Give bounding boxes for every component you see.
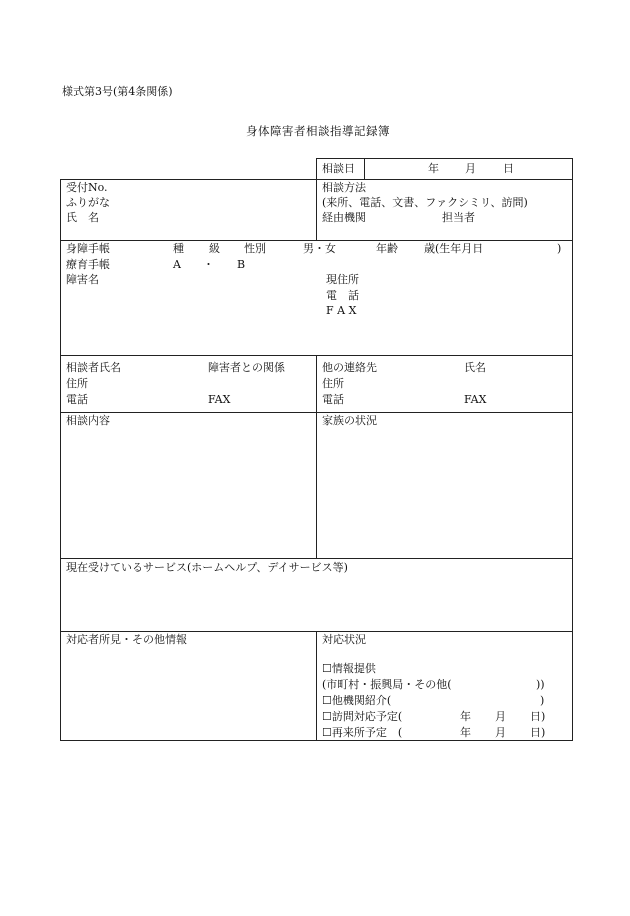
rehab-separator: ・ <box>203 258 214 271</box>
page-title: 身体障害者相談指導記録簿 <box>246 124 390 138</box>
other-contact-fax-label: FAX <box>464 393 487 406</box>
referral-checkbox[interactable]: ☐他機関紹介( <box>322 694 392 707</box>
visit-planned-checkbox[interactable]: ☐訪問対応予定( <box>322 710 403 723</box>
consultation-method-options: (来所、電話、文書、ファクシミリ、訪問) <box>322 196 528 209</box>
revisit-day-label: 日) <box>530 726 546 739</box>
referral-close: ) <box>540 694 545 707</box>
revisit-month-label: 月 <box>495 726 506 739</box>
info-provision-checkbox[interactable]: ☐情報提供 <box>322 662 376 675</box>
sex-label: 性別 <box>244 242 266 255</box>
info-provision-detail: (市町村・振興局・その他( <box>322 678 452 691</box>
staff-label: 担当者 <box>442 211 475 224</box>
furigana-label: ふりがな <box>66 196 110 209</box>
family-situation-label: 家族の状況 <box>322 414 377 427</box>
response-status-label: 対応状況 <box>322 633 366 646</box>
rehab-certificate-label: 療育手帳 <box>66 258 110 271</box>
consultation-method-label: 相談方法 <box>322 181 366 194</box>
other-contact-phone-label: 電話 <box>322 393 344 406</box>
date-year-label: 年 <box>428 162 439 175</box>
birthdate-close-paren: ) <box>557 242 562 255</box>
via-agency-label: 経由機関 <box>322 211 366 224</box>
other-contact-address-label: 住所 <box>322 377 344 390</box>
current-address-label: 現住所 <box>326 273 359 286</box>
reception-number-label: 受付No. <box>66 181 108 194</box>
rehab-grade-a: A <box>173 258 181 271</box>
consultant-name-label: 相談者氏名 <box>66 361 121 374</box>
current-services-label: 現在受けているサービス(ホームヘルプ、デイサービス等) <box>66 561 348 574</box>
consultant-phone-label: 電話 <box>66 393 88 406</box>
date-day-label: 日 <box>503 162 514 175</box>
fax-label: F A X <box>326 304 357 317</box>
relation-label: 障害者との関係 <box>208 361 285 374</box>
disability-name-label: 障害名 <box>66 273 99 286</box>
revisit-year-label: 年 <box>460 726 471 739</box>
client-name-label: 氏 名 <box>66 211 99 224</box>
other-contact-name-label: 氏名 <box>464 361 486 374</box>
consultation-content-label: 相談内容 <box>66 414 110 427</box>
staff-opinion-label: 対応者所見・その他情報 <box>66 633 187 646</box>
rehab-grade-b: B <box>237 258 246 271</box>
class-label: 種 <box>173 242 184 255</box>
form-id: 様式第3号(第4条関係) <box>62 85 173 98</box>
info-provision-close: )) <box>536 678 545 691</box>
grade-label: 級 <box>209 242 220 255</box>
visit-day-label: 日) <box>530 710 546 723</box>
sex-options: 男・女 <box>303 242 336 255</box>
visit-year-label: 年 <box>460 710 471 723</box>
consultant-address-label: 住所 <box>66 377 88 390</box>
disability-certificate-label: 身障手帳 <box>66 242 110 255</box>
consultation-date-label: 相談日 <box>322 162 355 175</box>
revisit-planned-checkbox[interactable]: ☐再来所予定 ( <box>322 726 403 739</box>
visit-month-label: 月 <box>495 710 506 723</box>
consultant-fax-label: FAX <box>208 393 231 406</box>
date-month-label: 月 <box>465 162 476 175</box>
phone-label: 電 話 <box>326 289 359 302</box>
other-contact-label: 他の連絡先 <box>322 361 377 374</box>
age-birthdate-label: 歳(生年月日 <box>424 242 484 255</box>
age-label: 年齢 <box>376 242 398 255</box>
